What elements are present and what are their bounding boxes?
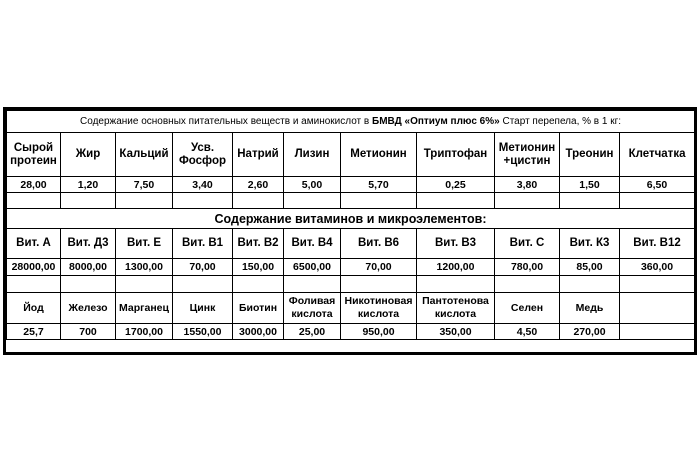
nutrient-header-cell [173, 133, 233, 177]
vitamin-value-cell: 360,00 [620, 259, 695, 276]
vitamin-value-cell: 1300,00 [116, 259, 173, 276]
nutrient-header-cell [7, 133, 61, 177]
mineral-header-label: Железо [68, 301, 108, 314]
vitamin-header-label: Вит. В12 [633, 237, 681, 249]
mineral-header-cell [116, 293, 173, 324]
nutrient-value-cell: 0,25 [417, 177, 495, 193]
mineral-header-label: кислота [357, 308, 400, 320]
mineral-value-cell [620, 324, 695, 340]
vitamin-value-cell: 6500,00 [284, 259, 341, 276]
mineral-value-cell: 1700,00 [116, 324, 173, 340]
vitamin-header-cell [341, 229, 417, 259]
vitamin-header-cell [61, 229, 116, 259]
spacer-row-2 [7, 276, 695, 293]
nutrient-header-label: Триптофан [423, 148, 488, 160]
nutrition-table-sheet [3, 107, 697, 355]
nutrient-header-cell [495, 133, 560, 177]
nutrient-value-row [7, 177, 695, 193]
vitamin-header-label: Вит. С [509, 237, 545, 249]
nutrient-header-cell [233, 133, 284, 177]
nutrient-header-label: Кальций [119, 148, 169, 160]
title-row [7, 111, 695, 133]
nutrient-value-cell: 7,50 [116, 177, 173, 193]
vitamin-header-cell [233, 229, 284, 259]
mineral-header-cell [7, 293, 61, 324]
title-prefix: Содержание основных питательных веществ и аминокислот в [80, 116, 372, 127]
mineral-header-label: Биотин [238, 301, 278, 314]
mineral-header-cell [560, 293, 620, 324]
mineral-value-cell: 4,50 [495, 324, 560, 340]
mineral-header-label: Цинк [189, 301, 216, 314]
vitamin-header-cell [620, 229, 695, 259]
mineral-value-cell: 700 [61, 324, 116, 340]
nutrient-header-cell [341, 133, 417, 177]
vitamin-value-cell: 85,00 [560, 259, 620, 276]
vitamin-value-cell: 1200,00 [417, 259, 495, 276]
nutrient-value-cell: 28,00 [7, 177, 61, 193]
title-suffix: Старт перепела, % в 1 кг: [499, 116, 622, 127]
mineral-value-cell: 3000,00 [233, 324, 284, 340]
vitamin-header-cell [173, 229, 233, 259]
nutrient-header-label: Треонин [565, 148, 614, 160]
vitamins-section-title: Содержание витаминов и микроэлементов: [7, 209, 695, 229]
mineral-header-label: Марганец [119, 301, 169, 314]
mineral-value-cell: 1550,00 [173, 324, 233, 340]
nutrient-value-cell: 2,60 [233, 177, 284, 193]
mineral-header-cell [341, 293, 417, 324]
vitamin-header-label: Вит. К3 [569, 237, 610, 249]
mineral-header-label: Фоливая [288, 295, 336, 307]
mineral-header-cell [61, 293, 116, 324]
mineral-value-cell: 25,00 [284, 324, 341, 340]
mineral-header-cell [233, 293, 284, 324]
vitamin-value-cell: 8000,00 [61, 259, 116, 276]
vitamin-header-cell [417, 229, 495, 259]
vitamin-value-cell: 150,00 [233, 259, 284, 276]
mineral-header-cell [417, 293, 495, 324]
nutrient-header-label: протеин [10, 154, 57, 167]
mineral-header-label: Селен [510, 301, 544, 314]
nutrient-header-cell [116, 133, 173, 177]
vitamin-header-cell [284, 229, 341, 259]
vitamin-header-label: Вит. В2 [237, 237, 279, 249]
vitamin-header-label: Вит. Е [126, 237, 162, 249]
title-product: БМВД «Оптиум плюс 6%» [372, 116, 500, 127]
vitamin-value-row [7, 259, 695, 276]
spacer-row [7, 193, 695, 209]
mineral-header-label: Йод [23, 301, 44, 314]
vitamin-header-cell [7, 229, 61, 259]
nutrient-header-label: Клетчатка [628, 148, 686, 160]
nutrient-header-cell [417, 133, 495, 177]
vitamin-header-label: Вит. Д3 [67, 237, 109, 249]
nutrient-value-cell: 5,70 [341, 177, 417, 193]
nutrient-value-cell: 3,80 [495, 177, 560, 193]
vitamin-header-label: Вит. В1 [181, 237, 224, 249]
nutrient-header-label: Усв. [190, 141, 215, 154]
mineral-header-cell [495, 293, 560, 324]
mineral-header-label: Никотиновая [344, 295, 413, 307]
nutrient-value-cell: 5,00 [284, 177, 341, 193]
nutrient-header-cell [560, 133, 620, 177]
nutrient-header-cell [620, 133, 695, 177]
vitamins-section-row [7, 209, 695, 229]
mineral-header-cell [620, 293, 695, 324]
nutrient-header-label: Метионин [498, 141, 556, 154]
vitamin-header-cell [495, 229, 560, 259]
vitamin-header-cell [560, 229, 620, 259]
vitamin-header-label: Вит. А [16, 237, 51, 249]
nutrient-header-label: Метионин [350, 148, 407, 160]
vitamin-header-label: Вит. В4 [291, 237, 333, 249]
vitamin-header-label: Вит. В3 [434, 237, 477, 249]
mineral-value-cell: 25,7 [7, 324, 61, 340]
nutrient-header-label: Сырой [13, 141, 54, 154]
nutrient-value-cell: 1,20 [61, 177, 116, 193]
nutrient-value-cell: 1,50 [560, 177, 620, 193]
nutrient-header-label: +цистин [503, 154, 551, 167]
nutrient-header-cell [284, 133, 341, 177]
nutrient-value-cell: 6,50 [620, 177, 695, 193]
vitamin-header-cell [116, 229, 173, 259]
mineral-header-cell [284, 293, 341, 324]
nutrient-header-cell [61, 133, 116, 177]
mineral-header-label: Пантотенова [422, 295, 489, 307]
mineral-value-cell: 270,00 [560, 324, 620, 340]
mineral-value-cell: 950,00 [341, 324, 417, 340]
vitamin-value-cell: 70,00 [173, 259, 233, 276]
mineral-header-row [7, 293, 695, 324]
mineral-value-row [7, 324, 695, 340]
nutrient-header-label: Фосфор [178, 154, 227, 167]
mineral-header-cell [173, 293, 233, 324]
vitamin-value-cell: 70,00 [341, 259, 417, 276]
nutrient-header-label: Жир [75, 148, 101, 160]
vitamin-value-cell: 28000,00 [7, 259, 61, 276]
mineral-header-label: кислота [434, 308, 477, 320]
vitamin-header-row [7, 229, 695, 259]
nutrient-header-label: Натрий [237, 148, 279, 160]
mineral-header-label: Медь [575, 301, 604, 314]
vitamin-header-label: Вит. В6 [357, 237, 400, 249]
vitamin-value-cell: 780,00 [495, 259, 560, 276]
table-title [7, 111, 695, 133]
mineral-value-cell: 350,00 [417, 324, 495, 340]
nutrition-table [6, 110, 695, 340]
mineral-header-label: кислота [291, 308, 333, 320]
nutrient-header-row [7, 133, 695, 177]
nutrient-value-cell: 3,40 [173, 177, 233, 193]
nutrient-header-label: Лизин [294, 148, 330, 160]
